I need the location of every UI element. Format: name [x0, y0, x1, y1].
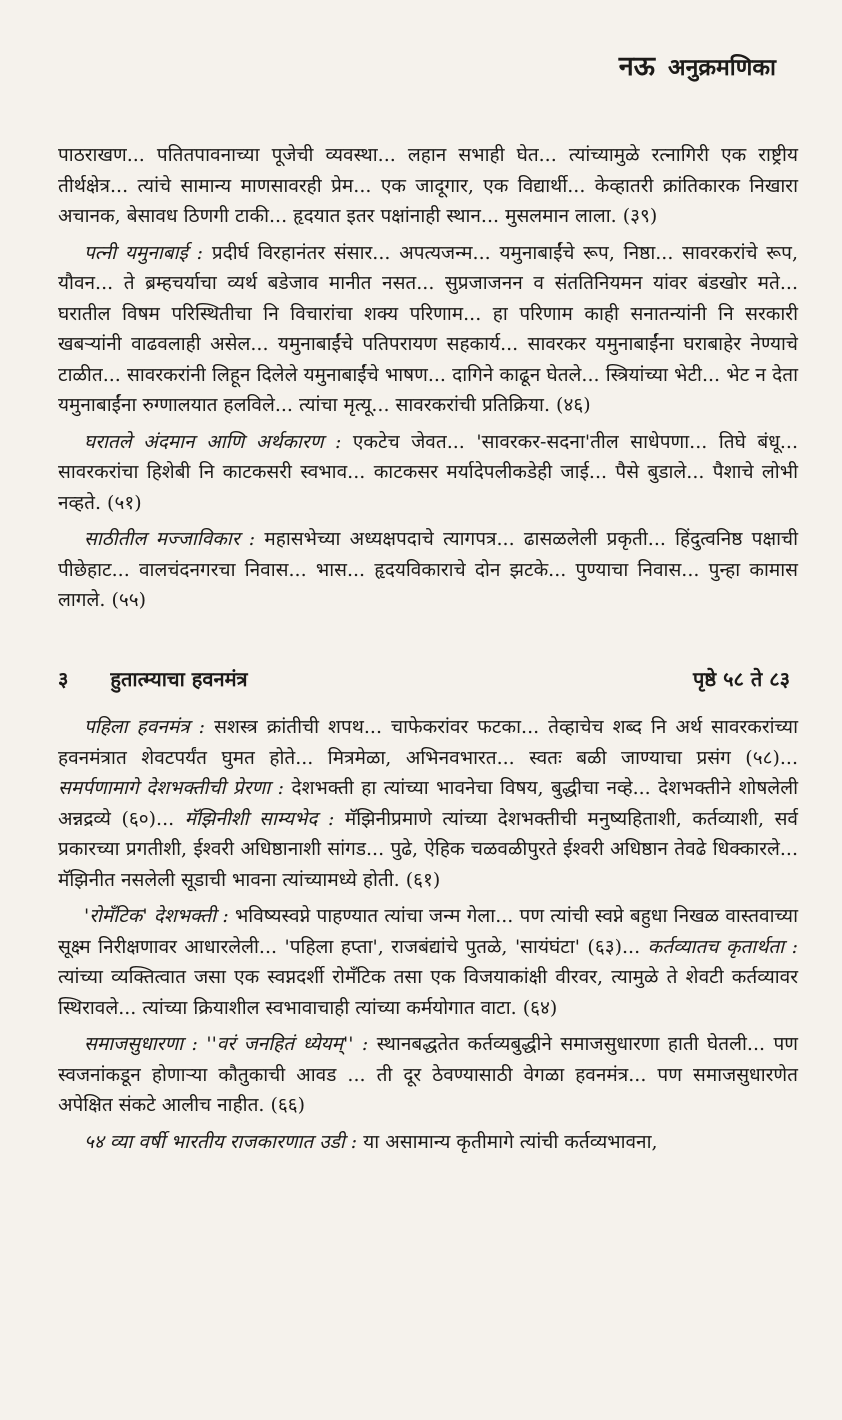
- entry-heading: कर्तव्यातच कृतार्थता :: [640, 935, 798, 958]
- entry-heading: ५४ व्या वर्षी भारतीय राजकारणात उडी :: [84, 1130, 358, 1153]
- chapter-heading: [58, 664, 790, 695]
- index-entry: [58, 712, 798, 895]
- entry-text: पाठराखण... पतितपावनाच्या पूजेची व्यवस्था... लहान सभाही घेत... त्यांच्यामुळे रत्नागिरी एक राष्ट्रीय तीर्थक्षेत्र... त्यांचे सामान्य माणसावरही प्रेम... एक जादूगार, एक विद्यार्थी... केव्हातरी क्रांतिकारक निखारा अचानक, बेसावध ठिणगी टाकी... हृदयात इतर पक्षांनाही स्थान... मुसलमान लाला. (३९): [58, 144, 798, 227]
- running-header: [619, 46, 776, 83]
- entry-text: भविष्यस्वप्ने पाहण्यात त्यांचा जन्म गेला... पण त्यांची स्वप्ने बहुधा निखळ वास्तवाच्या सूक्ष्म निरीक्षणावर आधारलेली... 'पहिला हप्ता', राजबंद्यांचे पुतळे, 'सायंघंटा' (६३)...: [58, 905, 798, 958]
- chapter-title: हुतात्म्याचा हवनमंत्र: [110, 666, 248, 691]
- entry-heading: साठीतील मज्जाविकार :: [84, 528, 256, 550]
- entry-heading: समर्पणामागे देशभक्तीची प्रेरणा :: [58, 777, 285, 799]
- entry-text: स्थानबद्धतेत कर्तव्यबुद्धीने समाजसुधारणा हाती घेतली... पण स्वजनांकडून होणाऱ्या कौतुकाची आवड ... ती दूर ठेवण्यासाठी वेगळा हवनमंत्र... पण समाजसुधारणेत अपेक्षित संकटे आलीच नाहीत. (६६): [58, 1033, 798, 1116]
- entry-heading: पत्नी यमुनाबाई :: [84, 241, 204, 264]
- page-title: अनुक्रमणिका: [668, 55, 776, 81]
- entry-text: महासभेच्या अध्यक्षपदाचे त्यागपत्र... ढासळलेली प्रकृती... हिंदुत्वनिष्ठ पक्षाची पीछेहाट... वालचंदनगरचा निवास... भास... हृदयविकाराचे दोन झटके... पुण्याचा निवास... पुन्हा कामास लागले. (५५): [58, 528, 799, 611]
- entry-text: एकटेच जेवत... 'सावरकर-सदना'तील साधेपणा... तिघे बंधू... सावरकरांचा हिशेबी नि काटकसरी स्वभाव... काटकसर मर्यादेपलीकडेही जाई... पैसे बुडाले... पैशाचे लोभी नव्हते. (५१): [58, 430, 798, 514]
- entry-text: या असामान्य कृतीमागे त्यांची कर्तव्यभावना,: [357, 1130, 658, 1153]
- index-entry: [58, 901, 798, 1023]
- chapter-number: ३: [58, 666, 69, 691]
- entry-heading: मॅझिनीशी साम्यभेद :: [174, 807, 335, 830]
- index-entry: [58, 1029, 798, 1121]
- index-entry: [58, 524, 798, 616]
- chapter-page-range: पृष्ठे ५८ ते ८३: [692, 666, 790, 691]
- entry-text: मॅझिनीप्रमाणे त्यांच्या देशभक्तीची मनुष्यहिताशी, कर्तव्याशी, सर्व प्रकारच्या प्रगतीशी, ईश्वरी अधिष्ठानाशी सांगड... पुढे, ऐहिक चळवळीपुरते ईश्वरी अधिष्ठान तेवढे धिक्कारले... मॅझिनीत नसलेली सूडाची भावना त्यांच्यामध्ये होती. (६१): [58, 807, 798, 891]
- entry-heading: समाजसुधारणा : ''वरं जनहितं ध्येयम्'' :: [84, 1033, 369, 1055]
- index-entry: [58, 238, 798, 421]
- index-body: [58, 140, 798, 1163]
- page-number: नऊ: [618, 51, 655, 82]
- entry-text: देशभक्ती हा त्यांच्या भावनेचा विषय, बुद्धीचा नव्हे... देशभक्तीने शोषलेली अन्नद्रव्ये (६०)...: [58, 777, 798, 830]
- entry-text: प्रदीर्घ विरहानंतर संसार... अपत्यजन्म... यमुनाबाईंचे रूप, निष्ठा... सावरकरांचे रूप, यौवन... ते ब्रम्हचर्याचा व्यर्थ बडेजाव मानीत नसत... सुप्रजाजनन व संततिनियमन यांवर बंडखोर मते... घरातील विषम परिस्थितीचा नि विचारांचा शक्य परिणाम... हा परिणाम काही सनातन्यांनी नि सरकारी खबऱ्यांनी वाढवलाही असेल... यमुनाबाईंचे पतिपरायण सहकार्य... सावरकर यमुनाबाईंना घराबाहेर नेण्याचे टाळीत... सावरकरांनी लिहून दिलेले यमुनाबाईंचे भाषण... दागिने काढून घेतले... स्त्रियांच्या भेटी... भेट न देता यमुनाबाईंना रुग्णालयात हलविले... त्यांचा मृत्यू... सावरकरांची प्रतिक्रिया. (४६): [58, 241, 798, 416]
- entry-text: सशस्त्र क्रांतीची शपथ... चाफेकरांवर फटका... तेव्हाचेच शब्द नि अर्थ सावरकरांच्या हवनमंत्रात शेवटपर्यंत घुमत होते... मित्रमेळा, अभिनवभारत... स्वतः बळी जाण्याचा प्रसंग (५८)...: [58, 716, 798, 769]
- entry-heading: घरातले अंदमान आणि अर्थकारण :: [84, 430, 342, 453]
- index-entry: [58, 140, 798, 232]
- index-entry: [58, 1127, 798, 1158]
- entry-text: त्यांच्या व्यक्तित्वात जसा एक स्वप्नदर्शी रोमँटिक तसा एक विजयाकांक्षी वीरवर, त्यामुळे ते शेवटी कर्तव्यावर स्थिरावले... त्यांच्या क्रियाशील स्वभावाचाही त्यांच्या कर्मयोगात वाटा. (६४): [58, 966, 798, 1019]
- entry-heading: पहिला हवनमंत्र :: [84, 716, 206, 738]
- index-entry: [58, 427, 798, 519]
- entry-heading: 'रोमँटिक' देशभक्ती :: [84, 905, 229, 927]
